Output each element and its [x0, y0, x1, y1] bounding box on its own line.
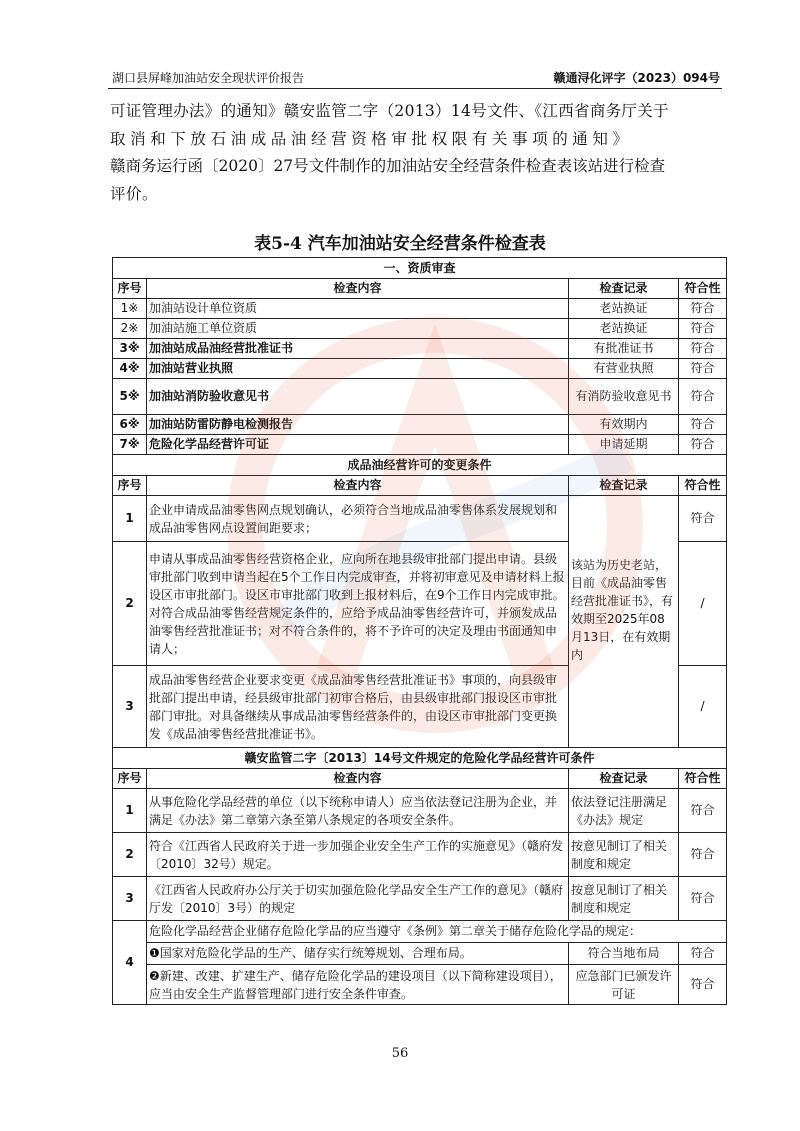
table-title: 表5-4 汽车加油站安全经营条件检查表	[254, 234, 546, 254]
row-result: 符合	[679, 319, 727, 339]
intro-line: 可证管理办法》的通知》赣安监管二字（2013）14号文件、《江西省商务厅关于	[110, 102, 669, 120]
table-header-row	[113, 769, 727, 789]
table-row	[113, 339, 727, 359]
row-no: 2	[113, 542, 147, 666]
header-right: 赣通浔化评字（2023）094号	[553, 71, 720, 85]
table-header-row	[113, 279, 727, 299]
row-content: 企业申请成品油零售网点规划确认，必须符合当地成品油零售体系发展规划和成品油零售网点设置间距要求；	[147, 496, 569, 542]
row-result: 符合	[679, 435, 727, 455]
page-number: 56	[391, 1046, 409, 1061]
row-result: /	[679, 666, 727, 748]
col-header-record: 检查记录	[569, 476, 679, 496]
row-content: 成品油零售经营企业要求变更《成品油零售经营批准证书》事项的，向县级审批部门提出申请，经县级审批部门初审合格后，由县级审批部门报设区市审批部门审批。对具备继续从事成品油零售经营条件的，由设区市审批部门变更换发《成品油零售经营批准证书》。	[147, 666, 569, 748]
row-result: 符合	[679, 496, 727, 542]
table-row	[113, 789, 727, 833]
col-header-content: 检查内容	[147, 279, 569, 299]
table-row	[113, 496, 727, 542]
row-content: 从事危险化学品经营的单位（以下统称申请人）应当依法登记注册为企业，并满足《办法》第二章第六条至第八条规定的各项安全条件。	[147, 789, 569, 833]
row-record: 按意见制订了相关制度和规定	[569, 833, 679, 877]
table-row	[113, 379, 727, 415]
row-no: 4	[113, 921, 147, 1005]
row-result: 符合	[679, 877, 727, 921]
col-header-content: 检查内容	[147, 476, 569, 496]
row-result: 符合	[679, 339, 727, 359]
row-result: 符合	[679, 965, 727, 1005]
row-record: 有营业执照	[569, 359, 679, 379]
row-content: 申请从事成品油零售经营资格企业，应向所在地县级审批部门提出申请。县级审批部门收到申请当起在5个工作日内完成审查，并将初审意见及申请材料上报设区市审批部门。设区市审批部门收到上报材料后，在9个工作日内完成审批。对符合成品油零售经营规定条件的，应给予成品油零售经营许可，并颁发成品油零售经营批准证书；对不符合条件的，将不予许可的决定及理由书面通知申请人；	[147, 542, 569, 666]
row-no: 1	[113, 496, 147, 542]
col-header-record: 检查记录	[569, 769, 679, 789]
row-content: 加油站防雷防静电检测报告	[147, 415, 569, 435]
row-no: 4※	[113, 359, 147, 379]
row-record: 申请延期	[569, 435, 679, 455]
row-content: 加油站营业执照	[147, 359, 569, 379]
table-row	[113, 435, 727, 455]
table-header-row	[113, 476, 727, 496]
section-title-row	[113, 748, 727, 769]
row-result: 符合	[679, 359, 727, 379]
row-result: 符合	[679, 833, 727, 877]
row-result: 符合	[679, 415, 727, 435]
row-content: 加油站消防验收意见书	[147, 379, 569, 415]
row-result: 符合	[679, 379, 727, 415]
intro-line: 赣商务运行函〔2020〕27号文件制作的加油站安全经营条件检查表该站进行检查	[110, 157, 666, 175]
row-record-merged: 该站为历史老站，目前《成品油零售经营批准证书》，有效期至2025年08月13日，在有效期内	[569, 496, 679, 748]
row-no: 2	[113, 833, 147, 877]
col-header-result: 符合性	[679, 769, 727, 789]
table-row	[113, 877, 727, 921]
row-result: 符合	[679, 943, 727, 965]
col-header-no: 序号	[113, 279, 147, 299]
row-no: 1※	[113, 299, 147, 319]
row-result: 符合	[679, 789, 727, 833]
row-intro: 危险化学品经营企业储存危险化学品的应当遵守《条例》第二章关于储存危险化学品的规定：	[147, 921, 727, 943]
table-row	[113, 833, 727, 877]
table-row	[113, 299, 727, 319]
section-title: 成品油经营许可的变更条件	[113, 455, 727, 476]
check-table	[112, 257, 727, 1005]
section-title-row	[113, 455, 727, 476]
header-left: 湖口县屏峰加油站安全现状评价报告	[112, 71, 305, 85]
row-content: 加油站设计单位资质	[147, 299, 569, 319]
table-row	[113, 965, 727, 1005]
section-title-row	[113, 258, 727, 279]
intro-line: 取消和下放石油成品油经营资格审批权限有关事项的通知》	[110, 129, 633, 148]
row-no: 3	[113, 877, 147, 921]
row-no: 1	[113, 789, 147, 833]
col-header-result: 符合性	[679, 476, 727, 496]
row-no: 2※	[113, 319, 147, 339]
intro-paragraph	[110, 98, 728, 208]
row-no: 3※	[113, 339, 147, 359]
row-no: 3	[113, 666, 147, 748]
row-record: 应急部门已颁发许可证	[569, 965, 679, 1005]
row-result: /	[679, 542, 727, 666]
row-content: 符合《江西省人民政府关于进一步加强企业安全生产工作的实施意见》（赣府发〔2010〕32号）规定。	[147, 833, 569, 877]
row-content: 加油站成品油经营批准证书	[147, 339, 569, 359]
col-header-result: 符合性	[679, 279, 727, 299]
table-row	[113, 921, 727, 943]
table-row	[113, 415, 727, 435]
col-header-no: 序号	[113, 476, 147, 496]
table-row	[113, 359, 727, 379]
row-no: 7※	[113, 435, 147, 455]
row-record: 有批准证书	[569, 339, 679, 359]
row-record: 老站换证	[569, 319, 679, 339]
row-record: 有效期内	[569, 415, 679, 435]
col-header-no: 序号	[113, 769, 147, 789]
row-record: 老站换证	[569, 299, 679, 319]
intro-line: 评价。	[110, 184, 159, 203]
section-title: 一、资质审查	[113, 258, 727, 279]
col-header-record: 检查记录	[569, 279, 679, 299]
row-result: 符合	[679, 299, 727, 319]
row-content: 加油站施工单位资质	[147, 319, 569, 339]
header-rule	[108, 88, 722, 89]
table-row	[113, 319, 727, 339]
row-record: 符合当地布局	[569, 943, 679, 965]
table-row	[113, 943, 727, 965]
row-content: ❷新建、改建、扩建生产、储存危险化学品的建设项目（以下简称建设项目），应当由安全生产监督管理部门进行安全条件审查。	[147, 965, 569, 1005]
col-header-content: 检查内容	[147, 769, 569, 789]
row-content: ❶国家对危险化学品的生产、储存实行统筹规划、合理布局。	[147, 943, 569, 965]
row-no: 6※	[113, 415, 147, 435]
row-record: 有消防验收意见书	[569, 379, 679, 415]
row-record: 依法登记注册满足《办法》规定	[569, 789, 679, 833]
row-content: 《江西省人民政府办公厅关于切实加强危险化学品安全生产工作的意见》（赣府厅发〔2010〕3号）的规定	[147, 877, 569, 921]
row-no: 5※	[113, 379, 147, 415]
row-content: 危险化学品经营许可证	[147, 435, 569, 455]
section-title: 赣安监管二字〔2013〕14号文件规定的危险化学品经营许可条件	[113, 748, 727, 769]
row-record: 按意见制订了相关制度和规定	[569, 877, 679, 921]
